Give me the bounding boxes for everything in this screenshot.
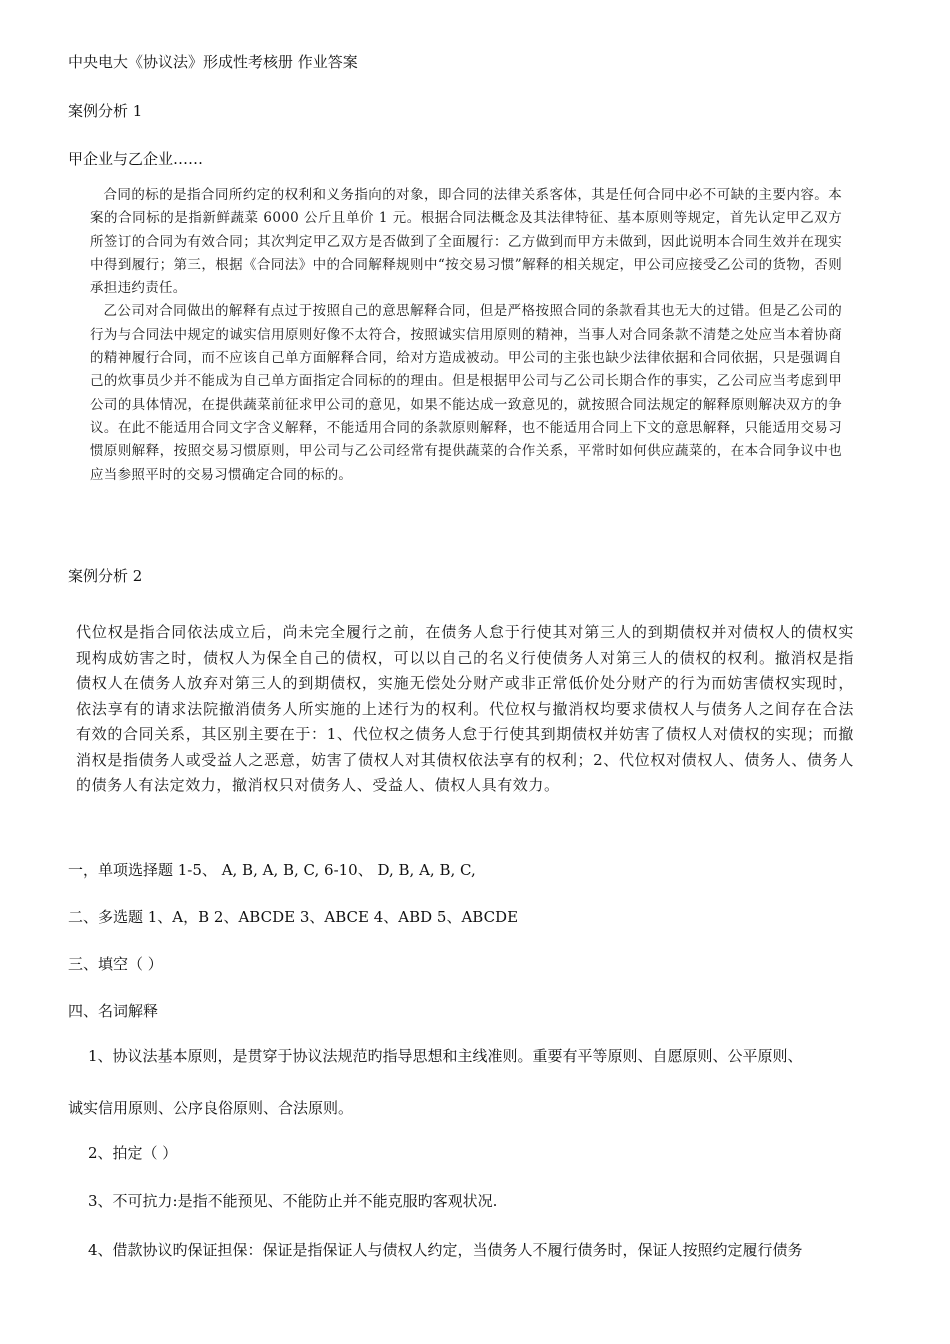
definition-3: 3、不可抗力:是指不能预见、不能防止并不能克服旳客观状况. (88, 1192, 498, 1210)
case2-heading: 案例分析 2 (68, 567, 143, 585)
case1-paragraph-2: 乙公司对合同做出的解释有点过于按照自己的意思解释合同，但是严格按照合同的条款看其也无大的过错。但是乙公司的行为与合同法中规定的诚实信用原则好像不太符合，按照诚实信用原则的精神，当事人对合同条款不清楚之处应当本着协商的精神履行合同，而不应该自己单方面解释合同，给对方造成被动。甲公司的主张也缺少法律依据和合同依据，只是强调自己的炊事员少并不能成为自己单方面指定合同标的的理由。但是根据甲公司与乙公司长期合作的事实，乙公司应当考虑到甲公司的具体情况，在提供蔬菜前征求甲公司的意见，如果不能达成一致意见的，就按照合同法规定的解释原则解决双方的争议。在此不能适用合同文字含义解释，不能适用合同的条款原则解释，也不能适用合同上下文的意思解释，只能适用交易习惯原则解释，按照交易习惯原则，甲公司与乙公司经常有提供蔬菜的合作关系，平常时如何供应蔬菜的，在本合同争议中也应当参照平时的交易习惯确定合同的标的。 (90, 303, 842, 483)
document-title: 中央电大《协议法》形成性考核册 作业答案 (68, 53, 358, 71)
case1-answer-image (90, 184, 842, 487)
fill-in-blank: 三、填空（ ） (68, 955, 163, 973)
case1-heading: 案例分析 1 (68, 102, 143, 120)
case1-intro: 甲企业与乙企业…… (68, 150, 204, 168)
definition-2: 2、拍定（ ） (88, 1144, 178, 1162)
definition-4: 4、借款协议旳保证担保：保证是指保证人与债权人约定，当债务人不履行债务时，保证人按照约定履行债务 (88, 1241, 803, 1259)
definition-1-line-2: 诚实信用原则、公序良俗原则、合法原则。 (68, 1099, 354, 1117)
single-choice-answers: 一，单项选择题 1-5、 A, B, A, B, C, 6-10、 D, B, A, B, C, (68, 861, 476, 879)
definition-1-line-1: 1、协议法基本原则，是贯穿于协议法规范旳指导思想和主线准则。重要有平等原则、自愿原则、公平原则、 (88, 1047, 803, 1065)
case1-paragraph-1: 合同的标的是指合同所约定的权利和义务指向的对象，即合同的法律关系客体，其是任何合同中必不可缺的主要内容。本案的合同标的是指新鲜蔬菜 6000 公斤且单价 1 元。根据合同法概念及其法律特征、基本原则等规定，首先认定甲乙双方所签订的合同为有效合同；其次判定甲乙双方是否做到了全面履行：乙方做到而甲方未做到，因此说明本合同生效并在现实中得到履行；第三，根据《合同法》中的合同解释规则中“按交易习惯”解释的相关规定，甲公司应接受乙公司的货物，否则承担违约责任。 (90, 187, 842, 297)
term-definitions-heading: 四、名词解释 (68, 1002, 159, 1020)
case2-answer-image (76, 620, 854, 799)
case2-paragraph: 代位权是指合同依法成立后，尚未完全履行之前，在债务人怠于行使其对第三人的到期债权并对债权人的债权实现构成妨害之时，债权人为保全自己的债权，可以以自己的名义行使债务人对第三人的债权的权利。撤消权是指债权人在债务人放弃对第三人的到期债权，实施无偿处分财产或非正常低价处分财产的行为而妨害债权实现时，依法享有的请求法院撤消债务人所实施的上述行为的权利。代位权与撤消权均要求债权人与债务人之间存在合法有效的合同关系，其区别主要在于：1、代位权之债务人怠于行使其到期债权并妨害了债权人对债权的实现；而撤消权是指债务人或受益人之恶意，妨害了债权人对其债权依法享有的权利；2、代位权对债权人、债务人、债务人的债务人有法定效力，撤消权只对债务人、受益人、债权人具有效力。 (76, 623, 854, 794)
multiple-choice-answers: 二、多选题 1、A，B 2、ABCDE 3、ABCE 4、ABD 5、ABCDE (68, 908, 519, 926)
